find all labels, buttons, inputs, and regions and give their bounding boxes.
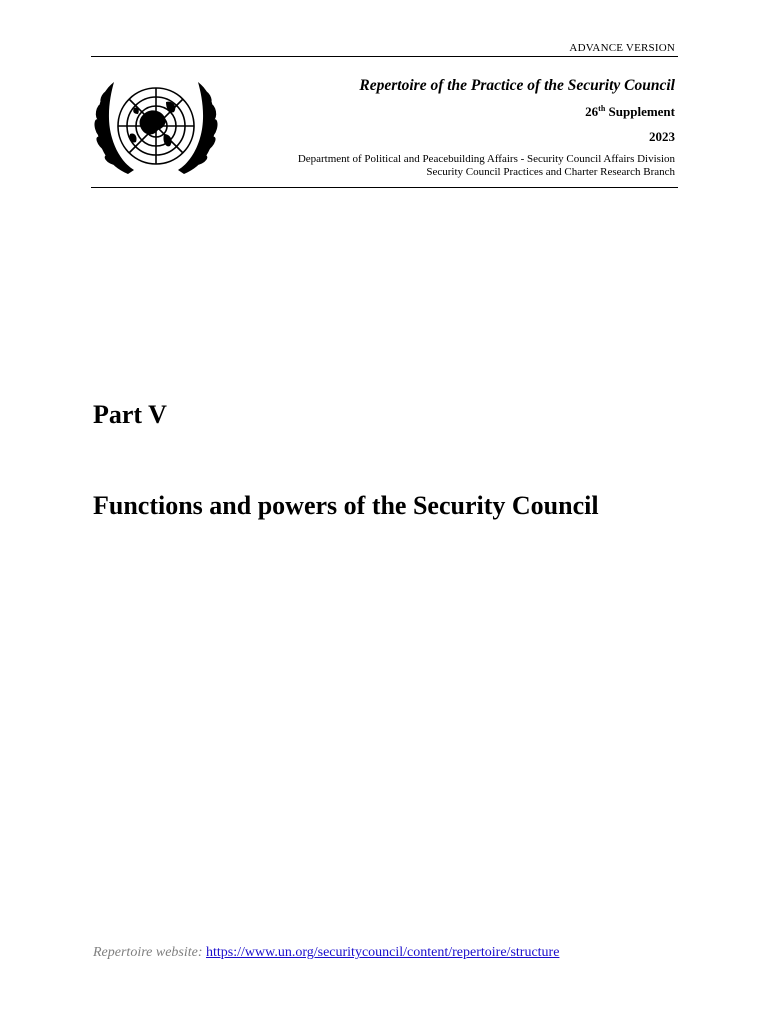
document-title: Functions and powers of the Security Council <box>93 491 599 520</box>
department-line: Department of Political and Peacebuilding Affairs - Security Council Affairs Division <box>297 153 675 165</box>
supplement-label <box>585 104 675 120</box>
supplement-number: 26 <box>585 104 599 119</box>
advance-version-label: ADVANCE VERSION <box>569 42 675 54</box>
un-emblem-icon <box>94 78 218 178</box>
header-bottom-rule <box>91 187 678 188</box>
supplement-suffix: th <box>598 104 606 113</box>
supplement-year: 2023 <box>649 129 675 144</box>
repertoire-website-link[interactable]: https://www.un.org/securitycouncil/content/repertoire/structure <box>206 945 560 960</box>
website-label: Repertoire website: <box>93 945 203 960</box>
header-top-rule <box>91 56 678 57</box>
branch-line: Security Council Practices and Charter Research Branch <box>426 166 675 178</box>
supplement-word: Supplement <box>608 104 675 119</box>
part-heading: Part V <box>93 400 167 429</box>
footer <box>93 945 559 961</box>
document-series-title: Repertoire of the Practice of the Security Council <box>359 77 675 94</box>
